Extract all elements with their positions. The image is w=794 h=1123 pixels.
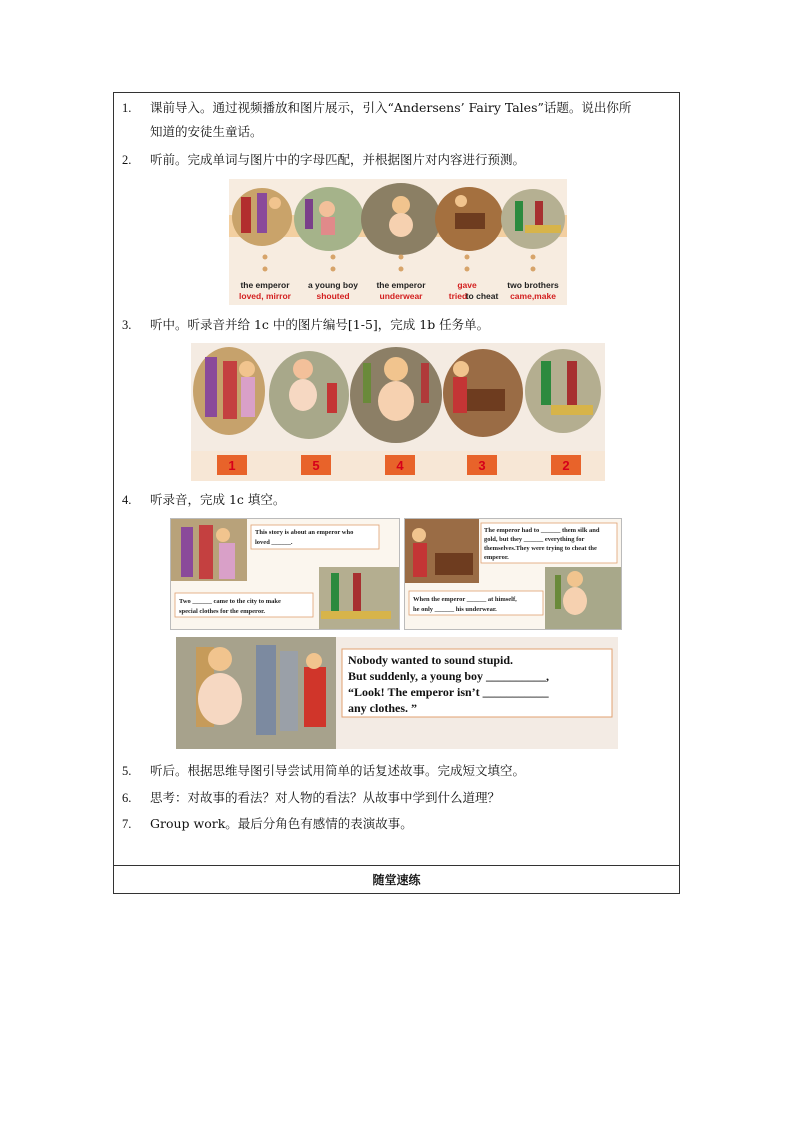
panel-1-bottom-line-2: special clothes for the emperor. xyxy=(179,608,265,615)
caption-2-answer: shouted xyxy=(316,291,350,301)
caption-3-answer: underwear xyxy=(379,291,423,301)
panel-2-top-line-3: themselves.They were trying to cheat the xyxy=(484,545,597,552)
panel-3-line-3: “Look! The emperor isn’t ___________ xyxy=(348,685,549,699)
step-3 xyxy=(122,313,489,337)
section-footer-title: 随堂速练 xyxy=(372,873,421,887)
step-number: 3. xyxy=(122,318,132,332)
caption-4-answer-top: gave xyxy=(457,280,477,290)
panel-1-bottom-line-1: Two ______ came to the city to make xyxy=(179,598,281,605)
step-4 xyxy=(122,488,285,512)
step-text: 听中。听录音并给 1c 中的图片编号[1-5]，完成 1b 任务单。 xyxy=(150,317,490,332)
fill-panel-3 xyxy=(176,637,618,749)
caption-2-word: a young boy xyxy=(307,280,359,290)
step-text: 听前。完成单词与图片中的字母匹配，并根据图片对内容进行预测。 xyxy=(150,152,526,167)
panel-3-line-4: any clothes. ” xyxy=(348,701,417,715)
step-text: Group work。最后分角色有感情的表演故事。 xyxy=(150,816,413,831)
picture-number-2: 5 xyxy=(312,458,320,473)
caption-5-answer: came,make xyxy=(510,291,556,301)
caption-1-word: the emperor xyxy=(240,280,290,290)
matching-picture xyxy=(229,179,567,305)
step-text: 听后。根据思维导图引导尝试用简单的话复述故事。完成短文填空。 xyxy=(150,763,526,778)
step-text: 课前导入。通过视频播放和图片展示，引入“Andersens’ Fairy Tales”话题。说出你所 xyxy=(150,100,632,115)
panel-2-top-line-1: The emperor had to ______ them silk and xyxy=(484,527,600,534)
step-number: 4. xyxy=(122,493,132,507)
step-6 xyxy=(122,786,500,810)
picture-number-3: 4 xyxy=(396,458,404,473)
step-5 xyxy=(122,759,525,783)
step-2 xyxy=(122,148,525,172)
step-text-cont: 知道的安徒生童话。 xyxy=(150,124,263,139)
step-number: 2. xyxy=(122,153,132,167)
step-text: 听录音，完成 1c 填空。 xyxy=(150,492,286,507)
step-1 xyxy=(122,96,631,144)
panel-1-top-line-2: loved ______. xyxy=(255,539,293,546)
step-number: 6. xyxy=(122,791,132,805)
caption-1-answer: loved, mirror xyxy=(239,291,291,301)
panel-2-bottom-line-1: When the emperor ______ at himself, xyxy=(413,596,517,603)
caption-4-answer: tried xyxy=(448,291,468,301)
fill-panel-2 xyxy=(404,518,622,630)
caption-3-word: the emperor xyxy=(376,280,426,290)
step-number: 1. xyxy=(122,101,132,115)
panel-3-line-1: Nobody wanted to sound stupid. xyxy=(348,653,514,667)
step-number: 5. xyxy=(122,764,132,778)
panel-2-bottom-line-2: he only ______ his underwear. xyxy=(413,606,497,613)
caption-5-word: two brothers xyxy=(507,280,559,290)
step-7 xyxy=(122,812,413,836)
step-number: 7. xyxy=(122,817,132,831)
caption-4-word: to cheat xyxy=(465,291,499,301)
fill-panel-1 xyxy=(170,518,400,630)
picture-number-1: 1 xyxy=(228,458,236,473)
panel-2-top-line-4: emperor. xyxy=(484,554,509,561)
panel-3-line-2: But suddenly, a young boy __________, xyxy=(348,669,550,683)
numbered-picture xyxy=(191,343,605,481)
step-text: 思考：对故事的看法？对人物的看法？从故事中学到什么道理？ xyxy=(150,790,501,805)
panel-2-top-line-2: gold, but they ______ everything for xyxy=(484,536,585,543)
picture-number-4: 3 xyxy=(478,458,486,473)
picture-number-5: 2 xyxy=(562,458,570,473)
panel-1-top-line-1: This story is about an emperor who xyxy=(255,529,354,536)
lesson-table xyxy=(113,92,680,894)
